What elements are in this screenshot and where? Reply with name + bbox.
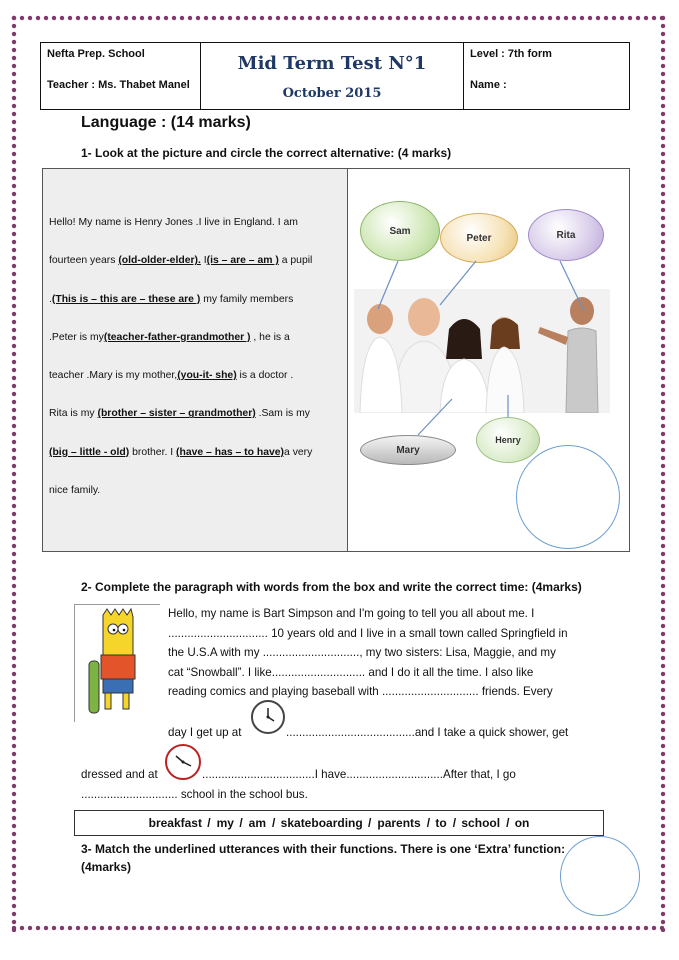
answer-options[interactable]: (big – little - old) bbox=[49, 446, 130, 458]
word-am: am bbox=[248, 816, 266, 830]
test-title: Mid Term Test N°1 bbox=[237, 53, 427, 74]
paragraph-line: ............................... 10 years old and I live in a small town called Springfield in bbox=[168, 626, 568, 640]
clock-face bbox=[253, 702, 283, 732]
get-up-blank-text: ........................................and I take a quick shower, get bbox=[286, 726, 569, 739]
dressed-blank-text: ...................................I have..............................After that, I go bbox=[202, 768, 516, 781]
word-on: / on bbox=[506, 816, 530, 830]
question-1-line bbox=[49, 408, 341, 446]
blank-circle-marker bbox=[516, 445, 620, 549]
question-1-text bbox=[43, 169, 348, 551]
line-text: .Sam is my bbox=[255, 408, 310, 420]
line-text: a pupil bbox=[278, 255, 313, 267]
line-text: my family members bbox=[200, 293, 294, 305]
line-text: Hello! My name is Henry Jones .I live in England. I am bbox=[49, 217, 298, 228]
line-text: brother. I bbox=[129, 446, 177, 458]
header-left-cell bbox=[41, 43, 201, 109]
border-right bbox=[659, 14, 667, 932]
level-label: Level : 7th form bbox=[470, 48, 552, 60]
get-up-text: day I get up at bbox=[168, 726, 242, 739]
word-to: / to bbox=[426, 816, 447, 830]
paragraph-line: Hello, my name is Bart Simpson and I'm going to tell you all about me. I bbox=[168, 607, 535, 620]
answer-options[interactable]: (old-older-elder). bbox=[118, 255, 201, 267]
answer-options[interactable]: (teacher-father-grandmother ) bbox=[103, 331, 251, 343]
clock-icon bbox=[251, 700, 285, 734]
clock-icon bbox=[165, 744, 201, 780]
name-label: Name : bbox=[470, 79, 507, 91]
question-1-line bbox=[49, 332, 341, 370]
answer-options[interactable]: (brother – sister – grandmother) bbox=[97, 408, 256, 420]
school-name: Nefta Prep. School bbox=[47, 48, 145, 60]
line-text: fourteen years bbox=[49, 255, 119, 267]
answer-options[interactable]: (This is – this are – these are ) bbox=[51, 293, 201, 305]
blank-circle-marker bbox=[560, 836, 640, 916]
dressed-text: dressed and at bbox=[81, 768, 158, 781]
question-1-line bbox=[49, 217, 341, 255]
question-1-title: 1- Look at the picture and circle the correct alternative: (4 marks) bbox=[81, 146, 452, 160]
name-bubble-rita: Rita bbox=[528, 209, 604, 261]
question-3-marks: (4marks) bbox=[81, 860, 132, 874]
answer-options[interactable]: (you-it- she) bbox=[177, 370, 237, 382]
line-text: teacher .Mary is my mother, bbox=[49, 370, 178, 382]
word-breakfast: breakfast / bbox=[148, 816, 211, 830]
name-bubble-henry: Henry bbox=[476, 417, 540, 463]
bart-illustration bbox=[75, 605, 161, 723]
word-box bbox=[74, 810, 604, 836]
name-bubble-mary: Mary bbox=[360, 435, 456, 465]
question-1-line bbox=[49, 294, 341, 332]
school-bus-text: .............................. school in the school bus. bbox=[81, 788, 308, 801]
question-1-line bbox=[49, 370, 341, 408]
line-text: I bbox=[200, 255, 207, 267]
test-date: October 2015 bbox=[282, 86, 382, 101]
word-parents: parents bbox=[377, 816, 421, 830]
question-2-paragraph bbox=[168, 604, 628, 702]
answer-options[interactable]: (is – are – am ) bbox=[206, 255, 279, 267]
line-text: nice family. bbox=[49, 485, 101, 497]
family-picture-panel bbox=[348, 169, 629, 551]
question-3-title bbox=[81, 840, 581, 876]
question-1-line bbox=[49, 255, 341, 293]
clock-face bbox=[167, 746, 199, 778]
border-bottom bbox=[10, 924, 667, 932]
border-top bbox=[10, 14, 667, 22]
line-text: , he is a bbox=[250, 331, 290, 343]
question-1-line bbox=[49, 447, 341, 485]
question-1-line bbox=[49, 485, 341, 523]
bart-picture bbox=[74, 604, 160, 722]
question-1-box bbox=[42, 168, 630, 552]
line-text: a very bbox=[284, 446, 313, 458]
test-header bbox=[40, 42, 630, 110]
name-bubble-sam: Sam bbox=[360, 201, 440, 261]
line-text: . bbox=[49, 293, 52, 305]
paragraph-line: cat “Snowball”. I like............................. and I do it all the time. I also like bbox=[168, 665, 534, 679]
line-text: is a doctor . bbox=[236, 370, 294, 382]
question-3-instruction: 3- Match the underlined utterances with their functions. There is one ‘Extra’ function: bbox=[81, 842, 566, 856]
word-my: my / bbox=[216, 816, 243, 830]
header-title-cell bbox=[201, 43, 464, 109]
line-text: Rita is my bbox=[49, 408, 98, 420]
teacher-name: Teacher : Ms. Thabet Manel bbox=[47, 79, 190, 91]
question-2-title: 2- Complete the paragraph with words from the box and write the correct time: (4marks) bbox=[81, 580, 582, 594]
section-title: Language : (14 marks) bbox=[81, 114, 251, 131]
paragraph-line: reading comics and playing baseball with .............................. friends. Every bbox=[168, 685, 553, 698]
line-text: .Peter is my bbox=[49, 331, 104, 343]
paragraph-line: the U.S.A with my .............................., my two sisters: Lisa, Maggie, and my bbox=[168, 646, 556, 659]
border-left bbox=[10, 14, 18, 932]
word-skateboarding: / skateboarding / bbox=[272, 816, 372, 830]
name-bubble-peter: Peter bbox=[440, 213, 518, 263]
word-school: / school bbox=[452, 816, 501, 830]
answer-options[interactable]: (have – has – to have) bbox=[176, 446, 285, 458]
header-right-cell bbox=[464, 43, 629, 109]
